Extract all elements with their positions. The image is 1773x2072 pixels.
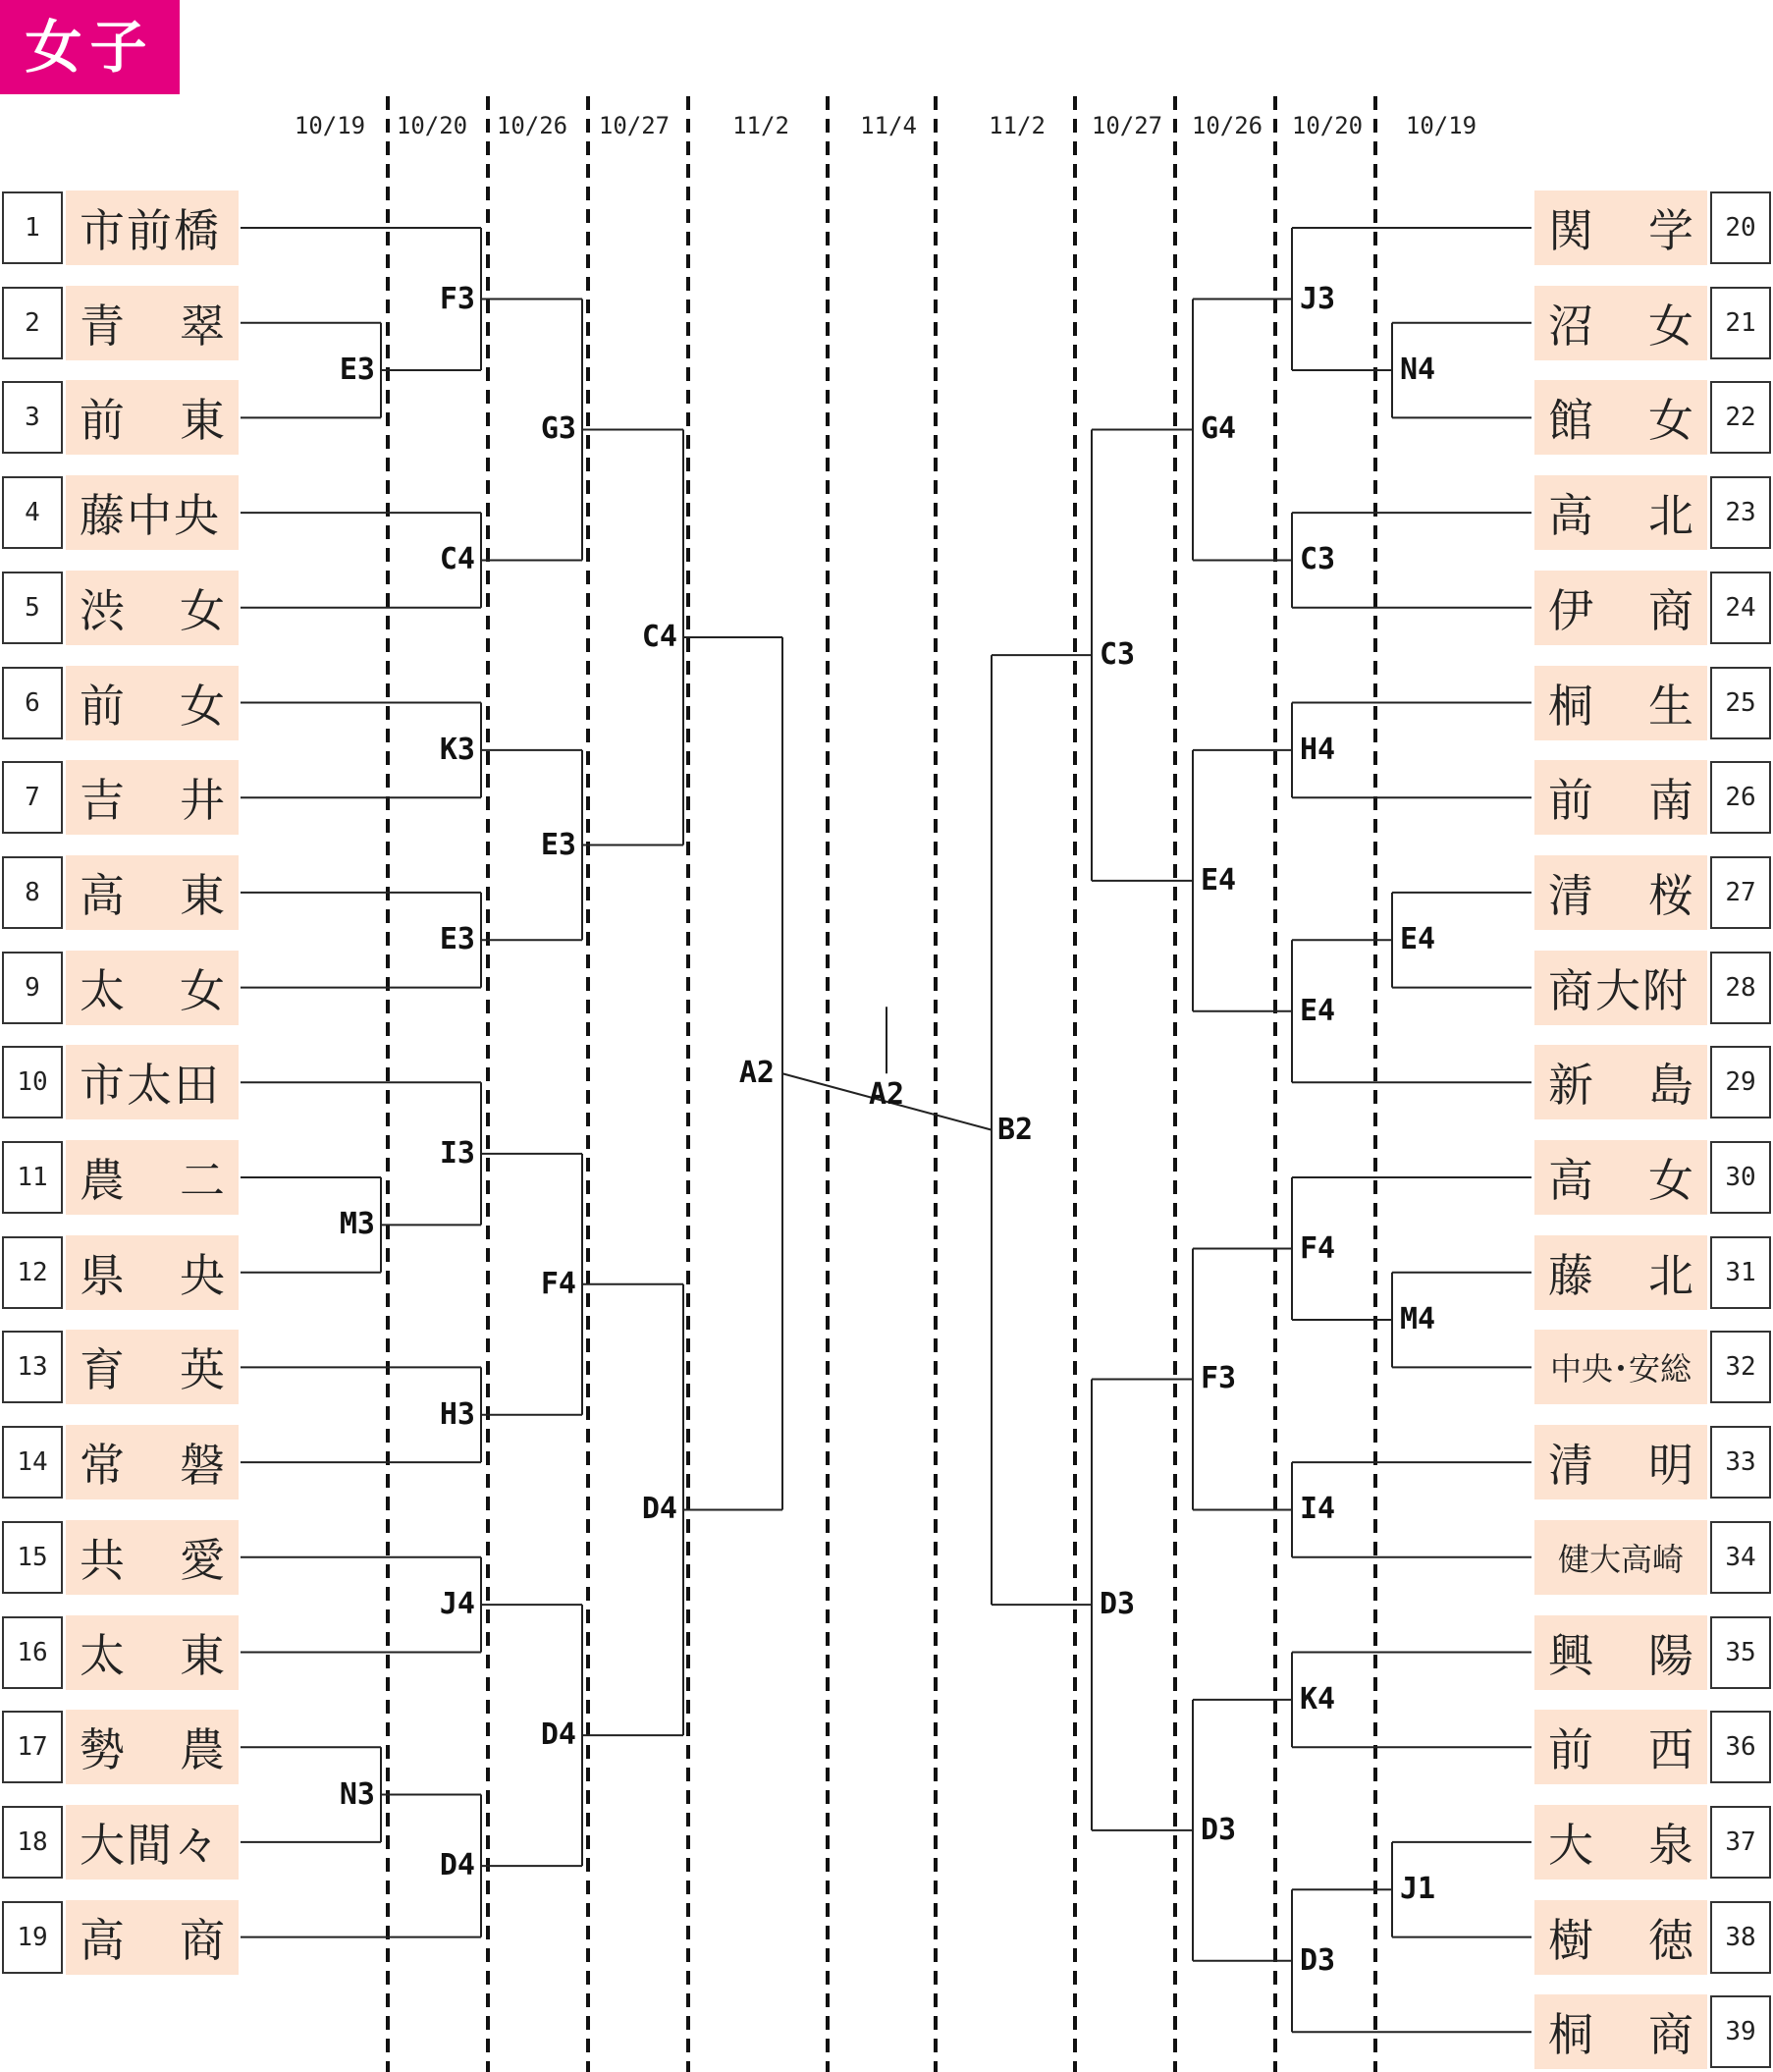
team-name-text: 中央･安総	[1549, 1350, 1692, 1389]
team-name-char: 東	[180, 394, 225, 448]
seed-number: 18	[2, 1806, 63, 1879]
team-name-char: 陽	[1648, 1628, 1693, 1682]
match-code: F3	[439, 281, 475, 316]
match-code: I4	[1300, 1492, 1336, 1527]
team-name-char: 北	[1648, 489, 1693, 543]
team-name	[66, 1235, 239, 1310]
round-date: 10/19	[294, 112, 366, 139]
team-name-text: 商大附	[1548, 963, 1690, 1017]
seed-number: 32	[1710, 1331, 1771, 1403]
team-name	[1534, 1045, 1707, 1119]
team-name-char: 館	[1548, 394, 1593, 448]
match-code: A2	[738, 1056, 775, 1091]
team-name	[1534, 475, 1707, 550]
seed-number: 28	[1710, 952, 1771, 1024]
seed-number: 24	[1710, 572, 1771, 644]
team-name-char: 学	[1648, 204, 1693, 257]
team-name-char: 県	[80, 1248, 125, 1302]
match-code: E3	[339, 353, 375, 388]
team-name-char: 生	[1648, 679, 1693, 733]
team-name-char: 育	[80, 1343, 125, 1397]
team-name	[1534, 1520, 1707, 1595]
team-name-char: 吉	[80, 774, 125, 828]
match-code: K3	[439, 732, 475, 767]
seed-number: 37	[1710, 1806, 1771, 1879]
team-name	[66, 855, 239, 930]
team-name	[66, 286, 239, 360]
round-date: 10/27	[1091, 112, 1163, 139]
team-name-char: 高	[80, 868, 125, 922]
team-name-char: 渋	[80, 583, 125, 637]
seed-number: 31	[1710, 1236, 1771, 1309]
match-code: G4	[1201, 411, 1237, 447]
seed-number: 8	[2, 856, 63, 929]
round-date: 10/19	[1405, 112, 1478, 139]
team-name-char: 女	[1648, 394, 1693, 448]
team-name-char: 女	[180, 963, 225, 1017]
match-code: D4	[641, 1492, 677, 1527]
team-name-char: 磐	[180, 1439, 225, 1493]
match-code: D3	[1201, 1812, 1237, 1847]
match-code: J3	[1300, 281, 1336, 316]
team-name-char: 伊	[1548, 583, 1593, 637]
team-name-char: 農	[80, 1154, 125, 1207]
seed-number: 2	[2, 287, 63, 359]
team-name-char: 桐	[1548, 679, 1593, 733]
team-name-char: 前	[1548, 1723, 1593, 1777]
match-code: C3	[1100, 637, 1136, 673]
team-name	[66, 380, 239, 455]
round-date: 11/2	[732, 112, 789, 139]
team-name	[1534, 1805, 1707, 1880]
team-name-char: 前	[80, 679, 125, 733]
match-code: E4	[1300, 993, 1336, 1028]
team-name-char: 女	[1648, 299, 1693, 353]
team-name-char: 勢	[80, 1723, 125, 1777]
team-name	[66, 666, 239, 740]
seed-number: 27	[1710, 856, 1771, 929]
team-name-char: 高	[80, 1913, 125, 1967]
seed-number: 6	[2, 667, 63, 739]
team-name-char: 明	[1648, 1439, 1693, 1493]
match-code: D3	[1100, 1587, 1136, 1622]
seed-number: 30	[1710, 1141, 1771, 1214]
team-name-char: 翠	[180, 299, 225, 353]
team-name-char: 共	[80, 1533, 125, 1587]
match-code: N4	[1400, 353, 1436, 388]
team-name	[66, 1805, 239, 1880]
team-name	[66, 1520, 239, 1595]
seed-number: 25	[1710, 667, 1771, 739]
team-name-char: 青	[80, 299, 125, 353]
team-name	[66, 1140, 239, 1215]
match-code: G3	[540, 411, 576, 447]
team-name-char: 商	[180, 1913, 225, 1967]
team-name	[66, 475, 239, 550]
team-name-char: 桜	[1648, 868, 1693, 922]
seed-number: 19	[2, 1901, 63, 1974]
team-name-char: 高	[1548, 489, 1593, 543]
team-name	[1534, 571, 1707, 645]
team-name-char: 北	[1648, 1248, 1693, 1302]
seed-number: 4	[2, 476, 63, 549]
team-name-char: 女	[1648, 1154, 1693, 1207]
team-name	[1534, 1425, 1707, 1499]
seed-number: 29	[1710, 1046, 1771, 1118]
match-code: F4	[1300, 1230, 1336, 1266]
team-name	[1534, 760, 1707, 835]
team-name-char: 徳	[1648, 1913, 1693, 1967]
seed-number: 39	[1710, 1995, 1771, 2068]
team-name-char: 島	[1648, 1059, 1693, 1113]
team-name-char: 英	[180, 1343, 225, 1397]
match-code: J4	[439, 1587, 475, 1622]
match-code: E4	[1400, 922, 1436, 957]
team-name-text: 市太田	[80, 1059, 221, 1113]
seed-number: 38	[1710, 1901, 1771, 1974]
match-code: F3	[1201, 1361, 1237, 1396]
team-name-char: 井	[180, 774, 225, 828]
match-code: A2	[868, 1077, 905, 1113]
team-name-char: 泉	[1648, 1818, 1693, 1872]
seed-number: 16	[2, 1616, 63, 1689]
team-name-char: 女	[180, 679, 225, 733]
team-name-char: 南	[1648, 774, 1693, 828]
team-name-char: 関	[1548, 204, 1593, 257]
team-name	[1534, 380, 1707, 455]
match-code: N3	[339, 1776, 375, 1812]
team-name	[1534, 286, 1707, 360]
team-name	[1534, 191, 1707, 265]
seed-number: 33	[1710, 1426, 1771, 1499]
round-date: 10/27	[598, 112, 671, 139]
bracket-title: 女子	[0, 0, 180, 94]
match-code: E3	[439, 922, 475, 957]
seed-number: 5	[2, 572, 63, 644]
match-code: H3	[439, 1396, 475, 1432]
seed-number: 20	[1710, 191, 1771, 264]
round-date: 10/26	[496, 112, 568, 139]
team-name-char: 清	[1548, 868, 1593, 922]
team-name-char: 高	[1548, 1154, 1593, 1207]
seed-number: 26	[1710, 761, 1771, 834]
match-code: M4	[1400, 1302, 1436, 1337]
team-name-char: 新	[1548, 1059, 1593, 1113]
seed-number: 12	[2, 1236, 63, 1309]
team-name	[1534, 951, 1707, 1025]
team-name	[1534, 1615, 1707, 1690]
team-name	[1534, 1330, 1707, 1404]
seed-number: 7	[2, 761, 63, 834]
match-code: C3	[1300, 542, 1336, 577]
seed-number: 3	[2, 381, 63, 454]
team-name-char: 女	[180, 583, 225, 637]
team-name-char: 常	[80, 1439, 125, 1493]
team-name-char: 太	[80, 963, 125, 1017]
seed-number: 11	[2, 1141, 63, 1214]
round-date: 10/26	[1191, 112, 1263, 139]
seed-number: 10	[2, 1046, 63, 1118]
team-name	[1534, 1235, 1707, 1310]
round-date: 10/20	[396, 112, 468, 139]
match-code: K4	[1300, 1681, 1336, 1717]
seed-number: 9	[2, 952, 63, 1024]
team-name-char: 大	[1548, 1818, 1593, 1872]
round-date: 10/20	[1291, 112, 1364, 139]
team-name	[66, 1425, 239, 1499]
match-code: I3	[439, 1135, 475, 1171]
round-date: 11/2	[989, 112, 1046, 139]
match-code: F4	[540, 1266, 576, 1301]
team-name-char: 二	[180, 1154, 225, 1207]
match-code: H4	[1300, 732, 1336, 767]
team-name	[66, 760, 239, 835]
team-name-char: 太	[80, 1628, 125, 1682]
team-name	[66, 1710, 239, 1784]
seed-number: 23	[1710, 476, 1771, 549]
team-name	[66, 1330, 239, 1404]
match-code: B2	[997, 1112, 1034, 1147]
team-name	[1534, 1140, 1707, 1215]
seed-number: 17	[2, 1711, 63, 1783]
team-name-char: 商	[1648, 583, 1693, 637]
match-code: J1	[1400, 1872, 1436, 1907]
seed-number: 22	[1710, 381, 1771, 454]
match-code: C4	[641, 620, 677, 655]
team-name	[66, 1900, 239, 1975]
team-name-text: 市前橋	[80, 204, 221, 257]
team-name	[1534, 666, 1707, 740]
match-code: D4	[540, 1718, 576, 1753]
team-name-char: 興	[1548, 1628, 1593, 1682]
seed-number: 21	[1710, 287, 1771, 359]
team-name-char: 沼	[1548, 299, 1593, 353]
team-name-char: 前	[80, 394, 125, 448]
team-name-text: 健大高崎	[1557, 1540, 1684, 1578]
team-name-char: 東	[180, 1628, 225, 1682]
team-name-char: 愛	[180, 1533, 225, 1587]
team-name	[1534, 1710, 1707, 1784]
match-code: C4	[439, 542, 475, 577]
team-name-char: 前	[1548, 774, 1593, 828]
team-name	[66, 1615, 239, 1690]
team-name	[1534, 855, 1707, 930]
team-name-char: 清	[1548, 1439, 1593, 1493]
team-name-char: 桐	[1548, 2008, 1593, 2062]
seed-number: 36	[1710, 1711, 1771, 1783]
team-name	[66, 1045, 239, 1119]
seed-number: 14	[2, 1426, 63, 1499]
round-date: 11/4	[860, 112, 917, 139]
team-name-char: 商	[1648, 2008, 1693, 2062]
team-name-char: 東	[180, 868, 225, 922]
team-name	[1534, 1900, 1707, 1975]
seed-number: 1	[2, 191, 63, 264]
seed-number: 13	[2, 1331, 63, 1403]
match-code: M3	[339, 1207, 375, 1242]
match-code: E3	[540, 827, 576, 862]
team-name-char: 樹	[1548, 1913, 1593, 1967]
team-name-text: 藤中央	[80, 489, 221, 543]
team-name-text: 大間々	[80, 1818, 221, 1872]
team-name	[66, 571, 239, 645]
seed-number: 15	[2, 1521, 63, 1594]
match-code: D4	[439, 1848, 475, 1883]
seed-number: 34	[1710, 1521, 1771, 1594]
team-name	[66, 951, 239, 1025]
seed-number: 35	[1710, 1616, 1771, 1689]
match-code: D3	[1300, 1942, 1336, 1978]
team-name-char: 央	[180, 1248, 225, 1302]
team-name	[66, 191, 239, 265]
team-name	[1534, 1994, 1707, 2069]
match-code: E4	[1201, 862, 1237, 898]
team-name-char: 藤	[1548, 1248, 1593, 1302]
team-name-char: 西	[1648, 1723, 1693, 1777]
team-name-char: 農	[180, 1723, 225, 1777]
